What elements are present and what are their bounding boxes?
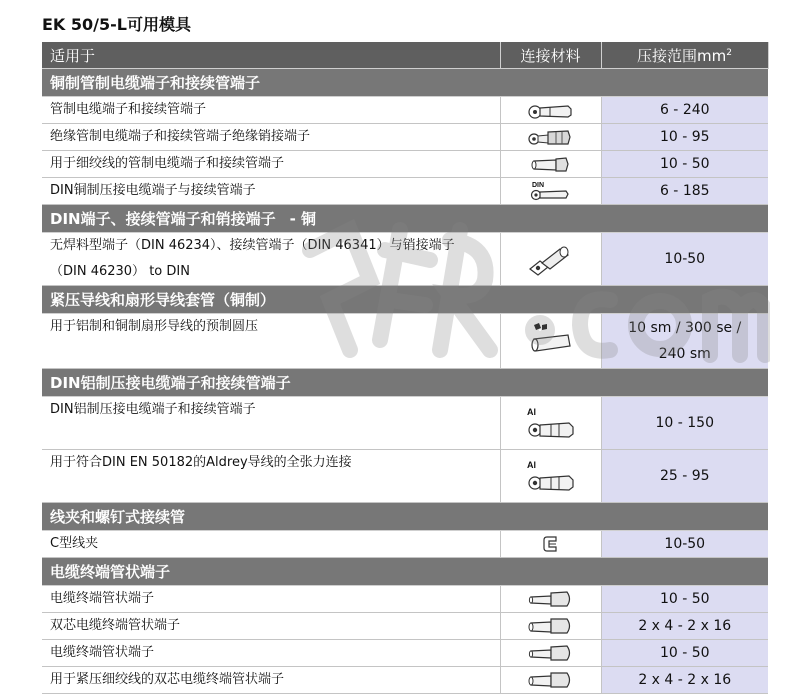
section-title: 紧压导线和扇形导线套管（铜制）: [42, 286, 768, 314]
aluminium-lug-icon: [500, 397, 601, 450]
row-range: 10 - 50: [601, 586, 768, 613]
row-description: C型线夹: [42, 531, 500, 558]
row-range: 2 x 4 - 2 x 16: [601, 613, 768, 640]
table-row: [42, 640, 768, 667]
row-description: 绝缘管制电缆端子和接续管端子绝缘销接端子: [42, 124, 500, 151]
section-row: [42, 503, 768, 531]
header-applies-to: 适用于: [42, 42, 500, 69]
page-title: EK 50/5-L可用模具: [42, 15, 191, 34]
row-range: 6 - 240: [601, 97, 768, 124]
din-icon-label: DIN: [531, 182, 544, 189]
header-range-text: 压接范围mm: [637, 46, 727, 65]
row-description-line: 无焊料型端子（DIN 46234）、接续管端子（DIN 46341）与销接端子: [50, 238, 455, 253]
table-row: [42, 397, 768, 450]
row-description: 双芯电缆终端管状端子: [42, 613, 500, 640]
table-row: [42, 233, 768, 286]
ferrule-icon: [500, 640, 601, 667]
row-description-line: （DIN 46230） to DIN: [50, 264, 190, 279]
header-range-sup: 2: [726, 47, 732, 58]
section-title: [42, 205, 768, 233]
section-title: 电缆终端管状端子: [42, 558, 768, 586]
die-compatibility-table: [42, 42, 769, 694]
table-row: [42, 151, 768, 178]
c-clamp-icon: [500, 531, 601, 558]
row-range: 10-50: [601, 233, 768, 286]
section-title: 线夹和螺钉式接续管: [42, 503, 768, 531]
table-row: [42, 178, 768, 205]
section-title-main: DIN端子、接续管端子和销接端子: [50, 210, 276, 228]
row-description: 管制电缆端子和接续管端子: [42, 97, 500, 124]
header-material: 连接材料: [500, 42, 601, 69]
row-range-line: 10 sm / 300 se /: [628, 320, 742, 336]
section-row: [42, 286, 768, 314]
row-range-line: 240 sm: [658, 346, 711, 362]
cable-lug-icon: [500, 97, 601, 124]
table-row: [42, 667, 768, 694]
row-range: 10 - 150: [601, 397, 768, 450]
butt-connector-icon: [500, 151, 601, 178]
row-description: 电缆终端管状端子: [42, 586, 500, 613]
section-title: 铜制管制电缆端子和接续管端子: [42, 69, 768, 97]
row-range: 6 - 185: [601, 178, 768, 205]
row-description: DIN铝制压接电缆端子和接续管端子: [42, 397, 500, 450]
row-range: 2 x 4 - 2 x 16: [601, 667, 768, 694]
row-description: 用于铝制和铜制扇形导线的预制圆压: [42, 314, 500, 369]
row-range: 25 - 95: [601, 450, 768, 503]
din-lug-icon: [500, 178, 601, 205]
ferrule-icon: [500, 586, 601, 613]
row-description: DIN铜制压接电缆端子与接续管端子: [42, 178, 500, 205]
table-row: [42, 531, 768, 558]
table-row: [42, 97, 768, 124]
row-range: 10 - 95: [601, 124, 768, 151]
table-row: [42, 586, 768, 613]
twin-ferrule-icon: [500, 667, 601, 694]
table-row: [42, 314, 768, 369]
aluminium-lug-icon: [500, 450, 601, 503]
row-description: [42, 233, 500, 286]
row-description: 电缆终端管状端子: [42, 640, 500, 667]
section-title: DIN铝制压接电缆端子和接续管端子: [42, 369, 768, 397]
section-row: [42, 369, 768, 397]
row-description: 用于细绞线的管制电缆端子和接续管端子: [42, 151, 500, 178]
sector-sleeve-icon: [500, 314, 601, 369]
twin-ferrule-icon: [500, 613, 601, 640]
section-row: [42, 558, 768, 586]
row-range: 10 - 50: [601, 640, 768, 667]
row-range: 10-50: [601, 531, 768, 558]
row-range: 10 - 50: [601, 151, 768, 178]
row-description: 用于紧压细绞线的双芯电缆终端管状端子: [42, 667, 500, 694]
row-description: 用于符合DIN EN 50182的Aldrey导线的全张力连接: [42, 450, 500, 503]
header-range: [601, 42, 768, 69]
al-icon-label: Al: [526, 407, 536, 417]
table-row: [42, 124, 768, 151]
table-header-row: [42, 42, 768, 69]
section-title-material: - 铜: [289, 210, 317, 228]
table-row: [42, 450, 768, 503]
insulated-lug-icon: [500, 124, 601, 151]
table-row: [42, 613, 768, 640]
solderless-lug-icon: [500, 233, 601, 286]
al-icon-label: Al: [526, 460, 536, 470]
section-row: [42, 205, 768, 233]
section-row: [42, 69, 768, 97]
row-range: [601, 314, 768, 369]
